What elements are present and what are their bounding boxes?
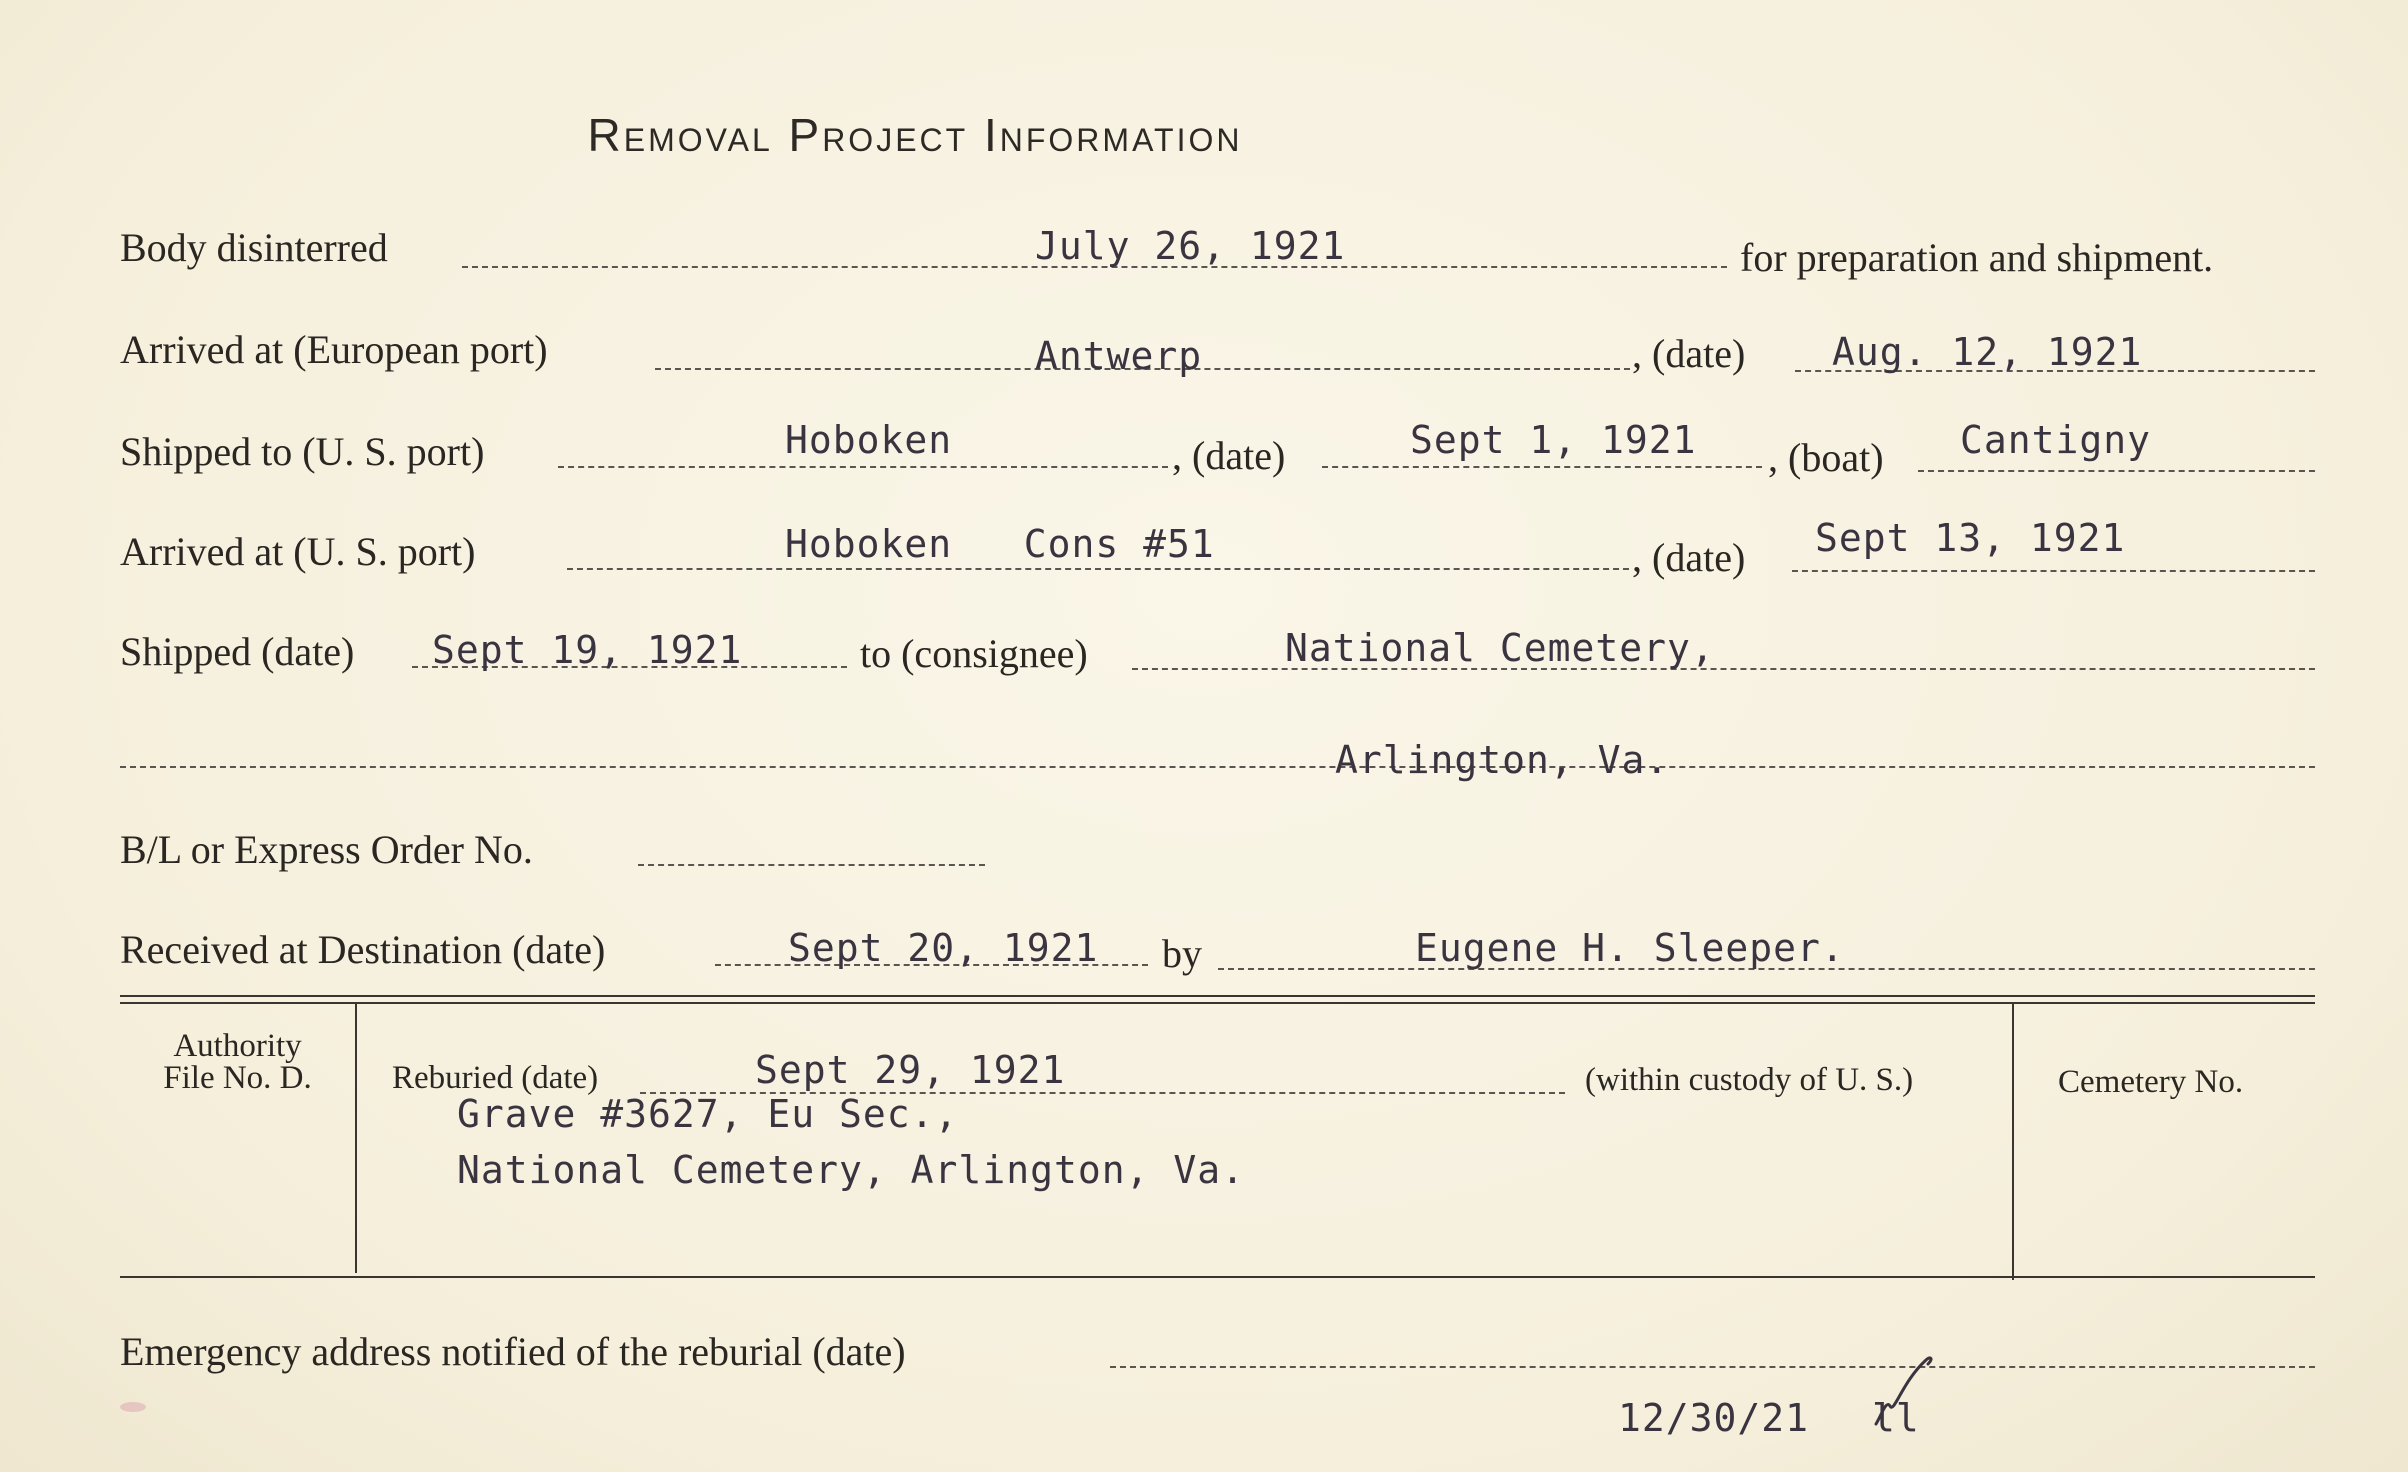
received-by: Eugene H. Sleeper. <box>1415 926 1845 970</box>
card-title: Removal Project Information <box>587 109 1243 161</box>
received-by-label: by <box>1162 931 1202 976</box>
arrived-europe-label: Arrived at (European port) <box>120 327 548 372</box>
shipped-us-port-line <box>558 466 1168 468</box>
received-date: Sept 20, 1921 <box>788 926 1099 970</box>
shipped-us-label: Shipped to (U. S. port) <box>120 429 485 474</box>
shipped-us-boat: Cantigny <box>1960 418 2152 462</box>
arrived-us-label: Arrived at (U. S. port) <box>120 529 476 574</box>
shipped-us-boat-label: , (boat) <box>1768 435 1884 480</box>
date-stamp: 12/30/21 <box>1618 1396 1810 1440</box>
shipped-us-port: Hoboken <box>785 418 953 462</box>
shipped-us-date: Sept 1, 1921 <box>1410 418 1697 462</box>
arrived-us-port: Hoboken Cons #51 <box>785 522 1215 566</box>
consignee-line-2 <box>120 766 2315 768</box>
emergency-label: Emergency address notified of the reburial (date) <box>120 1329 906 1374</box>
grave-line-2: National Cemetery, Arlington, Va. <box>457 1148 1245 1192</box>
box-top-rule-1 <box>120 995 2315 997</box>
grave-line-1: Grave #3627, Eu Sec., <box>457 1092 959 1136</box>
shipped-us-boat-line <box>1918 470 2315 472</box>
received-label: Received at Destination (date) <box>120 927 606 972</box>
box-divider-right <box>2012 1003 2014 1280</box>
initials: ll <box>1872 1396 1920 1440</box>
consignee: National Cemetery, <box>1285 626 1715 670</box>
arrived-us-date: Sept 13, 1921 <box>1815 516 2126 560</box>
box-top-rule-2 <box>120 1002 2315 1004</box>
bl-order-line <box>638 864 985 866</box>
disinterred-suffix: for preparation and shipment. <box>1740 235 2214 280</box>
check-mark-icon <box>1868 1352 1958 1442</box>
arrived-us-date-line <box>1792 570 2315 572</box>
arrived-europe-port: Antwerp <box>1035 334 1203 378</box>
arrived-us-date-label: , (date) <box>1632 535 1746 580</box>
shipped-us-date-label: , (date) <box>1172 433 1286 478</box>
disinterred-date: July 26, 1921 <box>1035 224 1346 268</box>
box-bottom-rule <box>120 1276 2315 1278</box>
reburied-date: Sept 29, 1921 <box>755 1048 1066 1092</box>
box-divider-left <box>355 1003 357 1273</box>
custody-label: (within custody of U. S.) <box>1585 1062 1914 1098</box>
reburied-label: Reburied (date) <box>392 1060 599 1096</box>
arrived-us-port-line <box>567 568 1629 570</box>
cemetery-no-label: Cemetery No. <box>2058 1064 2244 1100</box>
arrived-europe-date: Aug. 12, 1921 <box>1832 330 2143 374</box>
authority-label: Authority <box>173 1028 302 1064</box>
ink-smudge <box>120 1402 146 1412</box>
disinterred-label: Body disinterred <box>120 225 388 270</box>
shipped-date-label: Shipped (date) <box>120 629 355 674</box>
authority-file-label: File No. D. <box>163 1060 312 1096</box>
shipped-us-date-line <box>1322 466 1762 468</box>
bl-order-label: B/L or Express Order No. <box>120 827 533 872</box>
arrived-europe-date-label: , (date) <box>1632 331 1746 376</box>
shipped-date: Sept 19, 1921 <box>432 628 743 672</box>
emergency-line <box>1110 1366 2315 1368</box>
consignee-line-2-text: Arlington, Va. <box>1335 738 1670 782</box>
consignee-label: to (consignee) <box>860 631 1088 676</box>
